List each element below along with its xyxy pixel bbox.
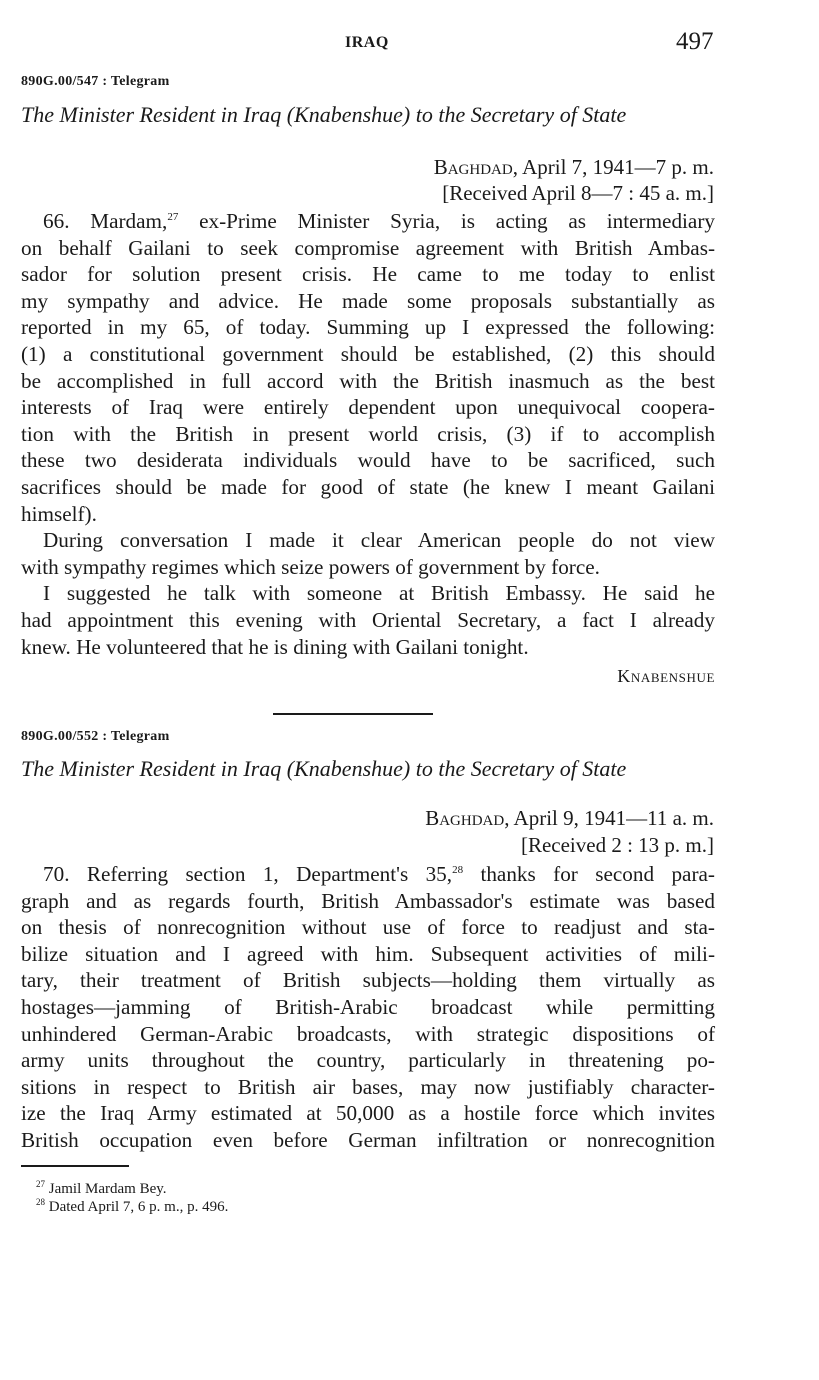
text-line: sitions in respect to British air bases, may now justifiably character- <box>21 1074 715 1099</box>
dateline-place: Baghdad <box>433 155 513 179</box>
text-line: graph and as regards fourth, British Ambassador's estimate was based <box>21 888 715 913</box>
text-line: with sympathy regimes which seize powers of government by force. <box>21 554 600 579</box>
footnote-text: Jamil Mardam Bey. <box>48 1181 167 1197</box>
dateline-place: Baghdad <box>425 806 505 830</box>
footnote-marker: 28 <box>452 864 464 876</box>
footnote <box>36 1181 167 1198</box>
document-title: The Minister Resident in Iraq (Knabenshue) to the Secretary of State <box>21 756 627 781</box>
text-line: reported in my 65, of today. Summing up I expressed the following: <box>21 315 715 340</box>
page-number: 497 <box>676 28 714 55</box>
section-separator <box>273 713 433 715</box>
footnote-number: 27 <box>36 1179 45 1189</box>
text-line: During conversation I made it clear American people do not view <box>43 528 715 553</box>
footnote-rule <box>21 1165 129 1167</box>
paragraph <box>21 208 715 660</box>
text-line: bilize situation and I agreed with him. Subsequent activities of mili- <box>21 941 715 966</box>
document-title: The Minister Resident in Iraq (Knabenshue) to the Secretary of State <box>21 102 627 127</box>
text-line: unhindered German-Arabic broadcasts, with strategic dispositions of <box>21 1021 715 1046</box>
text-line: 70. Referring section 1, Department's 35,28 thanks for second para- <box>43 862 715 886</box>
text-line: British occupation even before German infiltration or nonrecognition <box>21 1127 715 1152</box>
text-line: army units throughout the country, particularly in threatening po- <box>21 1048 715 1073</box>
text-line: my sympathy and advice. He made some proposals substantially as <box>21 288 715 313</box>
footnote <box>36 1199 228 1216</box>
text-line: these two desiderata individuals would have to be sacrificed, such <box>21 448 715 473</box>
text-line: himself). <box>21 501 97 526</box>
footnote-marker: 27 <box>167 211 179 223</box>
dateline <box>425 806 714 831</box>
footnote-number: 28 <box>36 1197 45 1207</box>
signature: Knabenshue <box>617 666 715 686</box>
text-line: had appointment this evening with Oriental Secretary, a fact I already <box>21 607 715 632</box>
text-line: (1) a constitutional government should be established, (2) this should <box>21 341 715 366</box>
file-reference: 890G.00/552 : Telegram <box>21 729 170 744</box>
text-line: tion with the British in present world crisis, (3) if to accomplish <box>21 421 715 446</box>
text-line: sador for solution present crisis. He came to me today to enlist <box>21 262 715 287</box>
dateline <box>434 155 714 180</box>
text-line: sacrifices should be made for good of state (he knew I meant Gailani <box>21 474 715 499</box>
running-title: IRAQ <box>345 34 389 51</box>
paragraph <box>21 861 715 1154</box>
text-line: be accomplished in full accord with the British inasmuch as the best <box>21 368 715 393</box>
footnote-text: Dated April 7, 6 p. m., p. 496. <box>48 1199 229 1215</box>
dateline-date: , April 7, 1941—7 p. m. <box>512 155 714 179</box>
dateline-date: , April 9, 1941—11 a. m. <box>504 806 714 830</box>
received-line: [Received 2 : 13 p. m.] <box>520 833 714 857</box>
text-line: interests of Iraq were entirely dependent upon unequivocal coopera- <box>21 395 715 420</box>
text-line: tary, their treatment of British subjects—holding them virtually as <box>21 968 715 993</box>
text-line: 66. Mardam,$^{27}$ ex-Prime Minister Syria, is acting as intermediary <box>43 209 715 233</box>
file-reference: 890G.00/547 : Telegram <box>21 74 170 89</box>
received-line: [Received April 8—7 : 45 a. m.] <box>442 181 714 205</box>
text-line: on thesis of nonrecognition without use of force to readjust and sta- <box>21 915 715 940</box>
text-line: ize the Iraq Army estimated at 50,000 as a hostile force which invites <box>21 1101 715 1126</box>
text-line: knew. He volunteered that he is dining with Gailani tonight. <box>21 634 529 659</box>
text-line: on behalf Gailani to seek compromise agreement with British Ambas- <box>21 235 715 260</box>
text-line: hostages—jamming of British-Arabic broadcast while permitting <box>21 994 715 1019</box>
text-line: I suggested he talk with someone at British Embassy. He said he <box>43 581 715 606</box>
